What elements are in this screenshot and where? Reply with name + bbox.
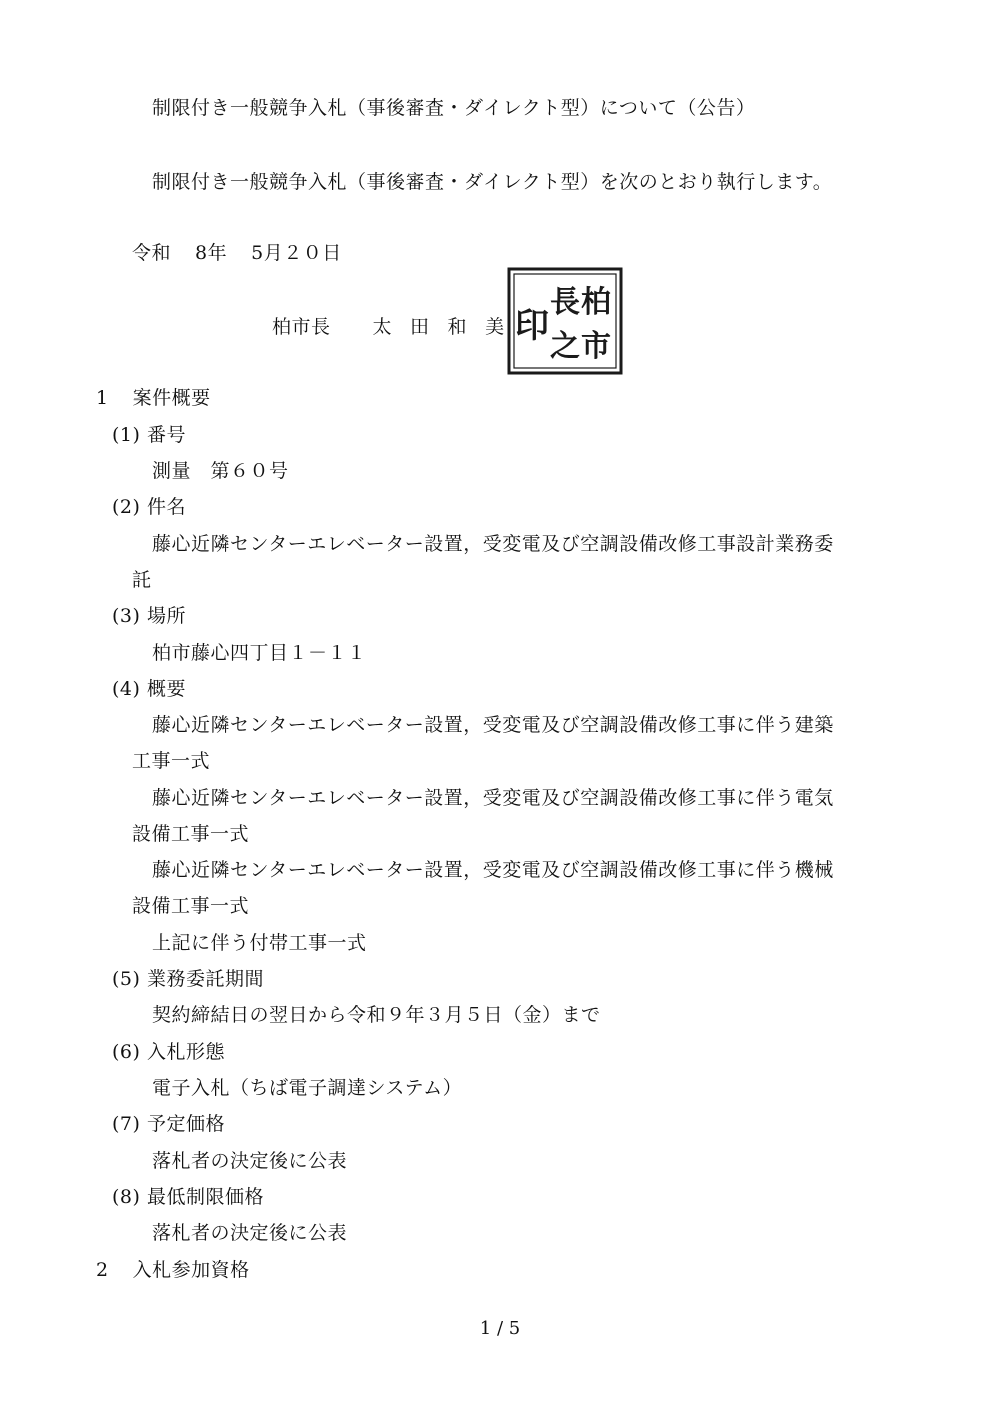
page-number: 1 / 5 <box>479 1318 521 1339</box>
seal-char: 之 <box>550 329 580 364</box>
item-label: 場所 <box>146 605 186 627</box>
item-number: (6) <box>112 1041 141 1063</box>
section-title: 案件概要 <box>132 387 211 409</box>
item-number: (3) <box>112 605 141 627</box>
item-label: 件名 <box>146 496 186 518</box>
item-7-label <box>112 1112 225 1136</box>
official-seal-icon <box>506 266 624 376</box>
seal-char: 長 <box>550 285 580 320</box>
item-5-value: 契約締結日の翌日から令和９年３月５日（金）まで <box>152 1004 601 1026</box>
item-label: 業務委託期間 <box>146 968 264 990</box>
item-number: (8) <box>112 1186 141 1208</box>
item-8-label <box>112 1185 264 1209</box>
item-1-value: 測量 第６０号 <box>152 460 289 482</box>
section-2-heading <box>96 1258 250 1282</box>
intro-text: 制限付き一般競争入札（事後審査・ダイレクト型）を次のとおり執行します。 <box>152 171 833 193</box>
item-4-label <box>112 677 186 701</box>
item-2-label <box>112 495 186 519</box>
date-era: 令和 <box>132 242 172 264</box>
item-4-b-line2: 設備工事一式 <box>132 823 250 845</box>
item-3-value: 柏市藤心四丁目１－１１ <box>152 642 367 664</box>
notice-date <box>132 241 342 265</box>
date-monthday: 5月２０日 <box>251 242 342 264</box>
seal-char: 市 <box>581 329 611 364</box>
item-label: 概要 <box>146 678 186 700</box>
item-4-a-line1: 藤心近隣センターエレベーター設置，受変電及び空調設備改修工事に伴う建築 <box>152 714 834 736</box>
date-year: 8年 <box>195 242 228 264</box>
item-7-value: 落札者の決定後に公表 <box>152 1150 348 1172</box>
item-8-value: 落札者の決定後に公表 <box>152 1222 348 1244</box>
item-5-label <box>112 967 264 991</box>
item-number: (4) <box>112 678 141 700</box>
signatory-name-char: 和 <box>447 316 468 338</box>
section-number: 1 <box>96 387 109 409</box>
seal-char: 柏 <box>581 285 611 320</box>
item-1-label <box>112 423 186 447</box>
item-4-c-line1: 藤心近隣センターエレベーター設置，受変電及び空調設備改修工事に伴う機械 <box>152 859 834 881</box>
item-2-value-line1: 藤心近隣センターエレベーター設置，受変電及び空調設備改修工事設計業務委 <box>152 533 834 555</box>
section-title: 入札参加資格 <box>132 1259 250 1281</box>
item-6-value: 電子入札（ちば電子調達システム） <box>152 1077 463 1099</box>
item-4-d-line1: 上記に伴う付帯工事一式 <box>152 932 367 954</box>
seal-char: 印 <box>515 306 549 346</box>
item-number: (2) <box>112 496 141 518</box>
signatory-position: 柏市長 <box>272 316 331 338</box>
signatory-name-char: 田 <box>410 316 430 338</box>
section-1-heading <box>96 386 211 410</box>
document-title: 制限付き一般競争入札（事後審査・ダイレクト型）について（公告） <box>152 97 756 119</box>
signatory <box>272 315 505 339</box>
item-label: 番号 <box>146 424 186 446</box>
item-label: 最低制限価格 <box>146 1186 264 1208</box>
item-label: 入札形態 <box>146 1041 225 1063</box>
item-number: (1) <box>112 424 141 446</box>
signatory-name-char: 美 <box>485 316 505 338</box>
item-4-b-line1: 藤心近隣センターエレベーター設置，受変電及び空調設備改修工事に伴う電気 <box>152 787 834 809</box>
item-number: (7) <box>112 1113 141 1135</box>
section-number: 2 <box>96 1259 109 1281</box>
item-label: 予定価格 <box>146 1113 225 1135</box>
signatory-name-char: 太 <box>372 316 393 338</box>
item-3-label <box>112 604 186 628</box>
item-number: (5) <box>112 968 141 990</box>
item-4-c-line2: 設備工事一式 <box>132 895 250 917</box>
item-2-value-line2: 託 <box>132 569 152 591</box>
item-4-a-line2: 工事一式 <box>132 750 211 772</box>
item-6-label <box>112 1040 225 1064</box>
